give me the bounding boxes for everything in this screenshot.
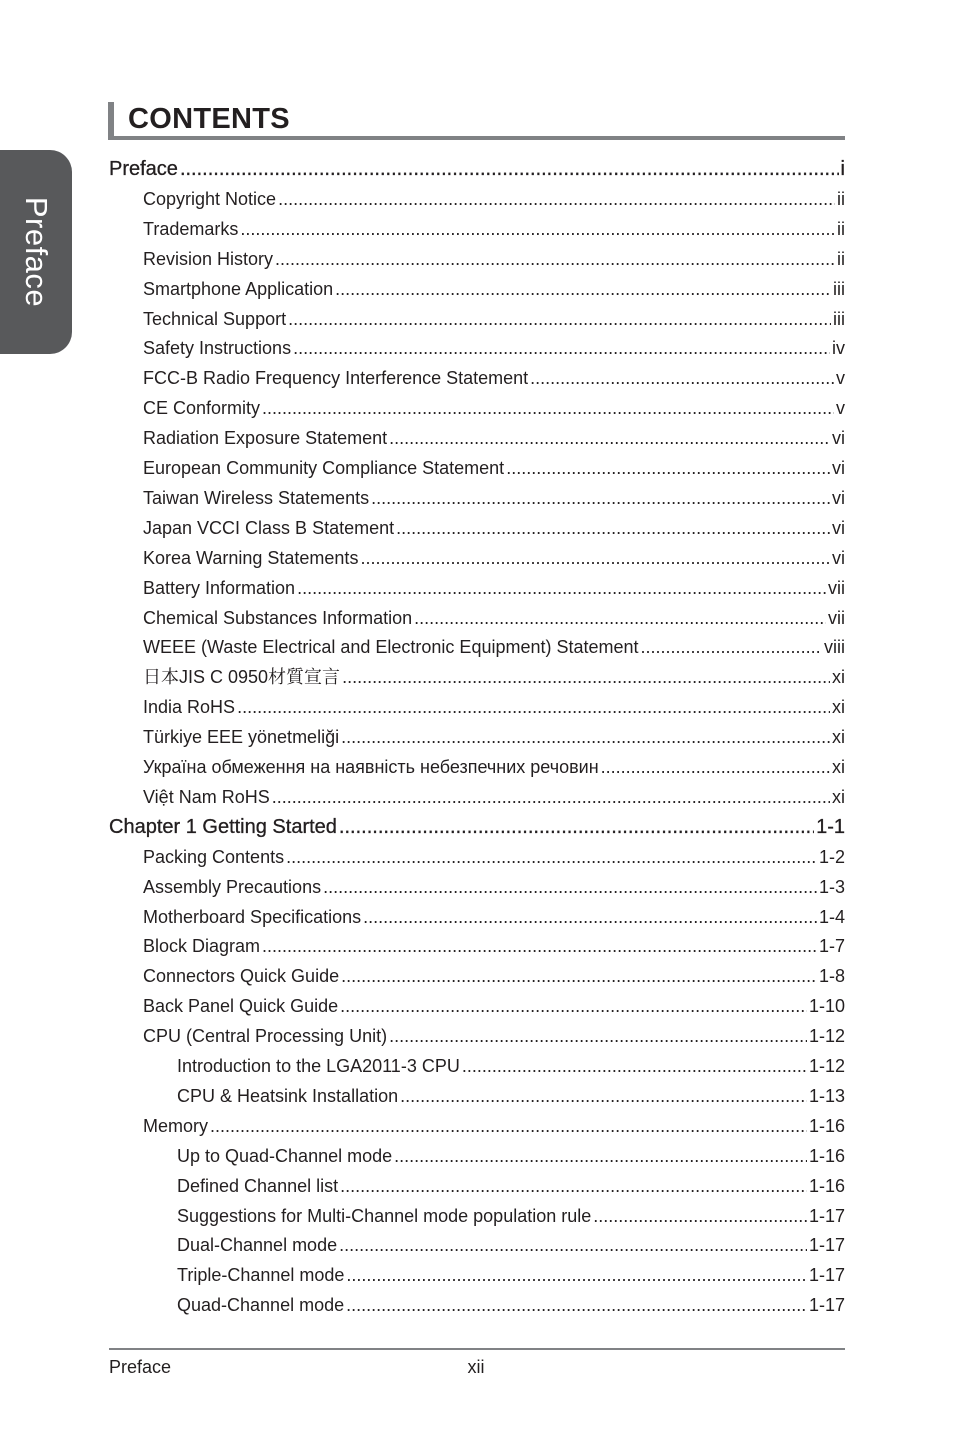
toc-entry[interactable] bbox=[143, 277, 845, 301]
toc-entry[interactable] bbox=[177, 1233, 845, 1257]
toc-entry-page: iv bbox=[832, 338, 845, 358]
toc-entry-page: vi bbox=[832, 518, 845, 538]
toc-leader-dots bbox=[530, 366, 834, 390]
toc-leader-dots bbox=[341, 725, 830, 749]
toc-leader-dots bbox=[371, 486, 830, 510]
toc-entry-page: 1-8 bbox=[818, 966, 845, 986]
toc-leader-dots bbox=[340, 994, 807, 1018]
toc-entry-page: 1-17 bbox=[808, 1235, 845, 1255]
toc-entry-title: Back Panel Quick Guide bbox=[143, 996, 339, 1016]
toc-leader-dots bbox=[335, 277, 831, 301]
toc-entry-page: 1-1 bbox=[816, 816, 845, 838]
toc-leader-dots bbox=[288, 307, 831, 331]
toc-leader-dots bbox=[339, 815, 814, 839]
toc-entry-page: ii bbox=[837, 219, 845, 239]
toc-entry-title: Safety Instructions bbox=[143, 338, 292, 358]
toc-entry-page: 1-17 bbox=[808, 1206, 845, 1226]
toc-entry[interactable] bbox=[109, 815, 845, 839]
toc-entry-page: vi bbox=[832, 458, 845, 478]
toc-entry-title: Quad-Channel mode bbox=[177, 1295, 345, 1315]
toc-entry[interactable] bbox=[143, 695, 845, 719]
toc-entry-title: Assembly Precautions bbox=[143, 877, 322, 897]
toc-entry[interactable] bbox=[143, 994, 845, 1018]
toc-leader-dots bbox=[360, 546, 830, 570]
toc-entry[interactable] bbox=[143, 665, 845, 689]
toc-entry-page: 1-16 bbox=[808, 1176, 845, 1196]
toc-leader-dots bbox=[346, 1263, 807, 1287]
toc-entry[interactable] bbox=[177, 1263, 845, 1287]
toc-entry-title: WEEE (Waste Electrical and Electronic Equipment) Statement bbox=[143, 637, 639, 657]
toc-entry-title: Preface bbox=[109, 158, 178, 180]
toc-leader-dots bbox=[262, 396, 834, 420]
toc-entry[interactable] bbox=[143, 875, 845, 899]
toc-entry-page: ii bbox=[837, 249, 845, 269]
toc-leader-dots bbox=[396, 516, 830, 540]
toc-leader-dots bbox=[210, 1114, 807, 1138]
toc-entry-title: CPU & Heatsink Installation bbox=[177, 1086, 399, 1106]
heading-accent-bar bbox=[108, 102, 114, 136]
toc-entry-page: v bbox=[836, 398, 845, 418]
toc-leader-dots bbox=[180, 157, 839, 181]
toc-entry[interactable] bbox=[143, 1114, 845, 1138]
footer-divider bbox=[109, 1348, 845, 1350]
toc-entry-page: 1-17 bbox=[808, 1295, 845, 1315]
toc-entry-title: Copyright Notice bbox=[143, 189, 277, 209]
toc-entry-page: 1-16 bbox=[808, 1146, 845, 1166]
toc-entry-page: vi bbox=[832, 488, 845, 508]
toc-entry-title: Revision History bbox=[143, 249, 274, 269]
toc-entry[interactable] bbox=[143, 845, 845, 869]
toc-leader-dots bbox=[237, 695, 830, 719]
toc-entry-page: xi bbox=[832, 787, 845, 807]
toc-entry[interactable] bbox=[143, 934, 845, 958]
toc-entry-page: 1-17 bbox=[808, 1265, 845, 1285]
toc-entry-page: vii bbox=[828, 608, 845, 628]
toc-entry-title: Introduction to the LGA2011-3 CPU bbox=[177, 1056, 460, 1076]
toc-entry-title: Packing Contents bbox=[143, 847, 285, 867]
toc-entry-page: 1-7 bbox=[818, 936, 845, 956]
toc-entry-page: xi bbox=[832, 667, 845, 687]
toc-entry-page: viii bbox=[824, 637, 845, 657]
toc-entry-title: Technical Support bbox=[143, 309, 287, 329]
toc-entry-title: Trademarks bbox=[143, 219, 239, 239]
toc-entry-page: ii bbox=[837, 189, 845, 209]
toc-entry[interactable] bbox=[143, 785, 845, 809]
toc-entry-page: 1-10 bbox=[808, 996, 845, 1016]
toc-entry-page: 1-12 bbox=[808, 1026, 845, 1046]
section-side-tab bbox=[0, 150, 72, 354]
toc-leader-dots bbox=[414, 606, 826, 630]
toc-entry[interactable] bbox=[143, 426, 845, 450]
toc-entry[interactable] bbox=[143, 247, 845, 271]
toc-entry-title: Việt Nam RoHS bbox=[143, 787, 270, 807]
toc-leader-dots bbox=[400, 1084, 807, 1108]
toc-entry[interactable] bbox=[177, 1054, 845, 1078]
toc-entry-title: Taiwan Wireless Statements bbox=[143, 488, 370, 508]
toc-entry[interactable] bbox=[177, 1293, 845, 1317]
toc-entry-title: Motherboard Specifications bbox=[143, 907, 362, 927]
toc-entry-page: vii bbox=[828, 578, 845, 598]
toc-entry-title: CE Conformity bbox=[143, 398, 261, 418]
toc-entry[interactable] bbox=[143, 576, 845, 600]
toc-entry[interactable] bbox=[143, 516, 845, 540]
toc-entry-page: vi bbox=[832, 428, 845, 448]
toc-entry-title: Türkiye EEE yönetmeliği bbox=[143, 727, 340, 747]
toc-leader-dots bbox=[462, 1054, 807, 1078]
toc-leader-dots bbox=[275, 247, 835, 271]
toc-entry[interactable] bbox=[143, 456, 845, 480]
toc-leader-dots bbox=[262, 934, 817, 958]
toc-entry-title: Memory bbox=[143, 1116, 209, 1136]
toc-entry-page: xi bbox=[832, 757, 845, 777]
toc-entry-page: iii bbox=[833, 309, 845, 329]
toc-leader-dots bbox=[323, 875, 817, 899]
toc-entry[interactable] bbox=[143, 905, 845, 929]
toc-leader-dots bbox=[389, 1024, 807, 1048]
toc-entry-page: 1-3 bbox=[818, 877, 845, 897]
page-title: CONTENTS bbox=[128, 103, 290, 135]
toc-entry-title: Block Diagram bbox=[143, 936, 261, 956]
toc-leader-dots bbox=[506, 456, 830, 480]
toc-entry[interactable] bbox=[143, 336, 845, 360]
toc-entry-page: 1-13 bbox=[808, 1086, 845, 1106]
toc-entry[interactable] bbox=[177, 1084, 845, 1108]
toc-entry[interactable] bbox=[143, 217, 845, 241]
toc-entry-page: 1-4 bbox=[818, 907, 845, 927]
toc-entry-title: Україна обмеження на наявність небезпечних речовин bbox=[143, 757, 599, 777]
toc-entry-title: India RoHS bbox=[143, 697, 236, 717]
toc-entry[interactable] bbox=[177, 1174, 845, 1198]
toc-entry-page: v bbox=[836, 368, 845, 388]
toc-entry[interactable] bbox=[177, 1144, 845, 1168]
toc-entry[interactable] bbox=[143, 964, 845, 988]
toc-entry-page: xi bbox=[832, 727, 845, 747]
toc-entry-page: iii bbox=[833, 279, 845, 299]
toc-entry-title: Chemical Substances Information bbox=[143, 608, 413, 628]
toc-entry-title: FCC-B Radio Frequency Interference Statement bbox=[143, 368, 529, 388]
heading-underline bbox=[108, 136, 845, 140]
toc-entry[interactable] bbox=[143, 606, 845, 630]
toc-leader-dots bbox=[341, 964, 817, 988]
toc-entry-title: Dual-Channel mode bbox=[177, 1235, 338, 1255]
toc-entry-page: 1-2 bbox=[818, 847, 845, 867]
toc-entry-title: European Community Compliance Statement bbox=[143, 458, 505, 478]
contents-heading bbox=[108, 102, 845, 140]
footer-section-label: Preface bbox=[109, 1357, 172, 1377]
toc-leader-dots bbox=[339, 1233, 807, 1257]
toc-leader-dots bbox=[240, 217, 835, 241]
toc-entry[interactable] bbox=[177, 1204, 845, 1228]
toc-entry-title: Japan VCCI Class B Statement bbox=[143, 518, 395, 538]
toc-entry[interactable] bbox=[143, 635, 845, 659]
toc-entry-title: Korea Warning Statements bbox=[143, 548, 359, 568]
toc-leader-dots bbox=[389, 426, 830, 450]
toc-leader-dots bbox=[278, 187, 835, 211]
toc-leader-dots bbox=[363, 905, 817, 929]
toc-leader-dots bbox=[593, 1204, 807, 1228]
toc-leader-dots bbox=[293, 336, 830, 360]
toc-entry-page: 1-12 bbox=[808, 1056, 845, 1076]
toc-entry-title: Chapter 1 Getting Started bbox=[109, 816, 337, 838]
toc-entry-title: CPU (Central Processing Unit) bbox=[143, 1026, 388, 1046]
toc-entry[interactable] bbox=[143, 366, 845, 390]
toc-leader-dots bbox=[601, 755, 830, 779]
toc-entry[interactable] bbox=[143, 725, 845, 749]
toc-entry-title: Triple-Channel mode bbox=[177, 1265, 345, 1285]
toc-entry[interactable] bbox=[143, 307, 845, 331]
toc-leader-dots bbox=[286, 845, 817, 869]
toc-leader-dots bbox=[297, 576, 826, 600]
toc-entry-title: Defined Channel list bbox=[177, 1176, 339, 1196]
toc-entry[interactable] bbox=[143, 486, 845, 510]
toc-entry-title: Connectors Quick Guide bbox=[143, 966, 340, 986]
toc-entry-title: 日本JIS C 0950材質宣言 bbox=[143, 667, 341, 687]
side-tab-label: Preface bbox=[19, 196, 54, 308]
toc-entry[interactable] bbox=[143, 187, 845, 211]
toc-entry[interactable] bbox=[143, 755, 845, 779]
toc-entry[interactable] bbox=[143, 1024, 845, 1048]
toc-leader-dots bbox=[641, 635, 822, 659]
toc-entry[interactable] bbox=[143, 396, 845, 420]
toc-entry-title: Up to Quad-Channel mode bbox=[177, 1146, 393, 1166]
toc-leader-dots bbox=[346, 1293, 807, 1317]
toc-entry[interactable] bbox=[109, 157, 845, 181]
toc-entry-page: vi bbox=[832, 548, 845, 568]
toc-entry-title: Battery Information bbox=[143, 578, 296, 598]
toc-entry-title: Smartphone Application bbox=[143, 279, 334, 299]
toc-leader-dots bbox=[340, 1174, 807, 1198]
toc-entry-title: Radiation Exposure Statement bbox=[143, 428, 388, 448]
toc-entry-page: i bbox=[840, 158, 845, 180]
toc-leader-dots bbox=[272, 785, 830, 809]
toc-leader-dots bbox=[394, 1144, 807, 1168]
toc-entry-page: 1-16 bbox=[808, 1116, 845, 1136]
toc-entry[interactable] bbox=[143, 546, 845, 570]
toc-leader-dots bbox=[342, 665, 830, 689]
toc-entry-title: Suggestions for Multi-Channel mode population rule bbox=[177, 1206, 592, 1226]
footer-page-number: xii bbox=[467, 1357, 485, 1377]
toc-entry-page: xi bbox=[832, 697, 845, 717]
